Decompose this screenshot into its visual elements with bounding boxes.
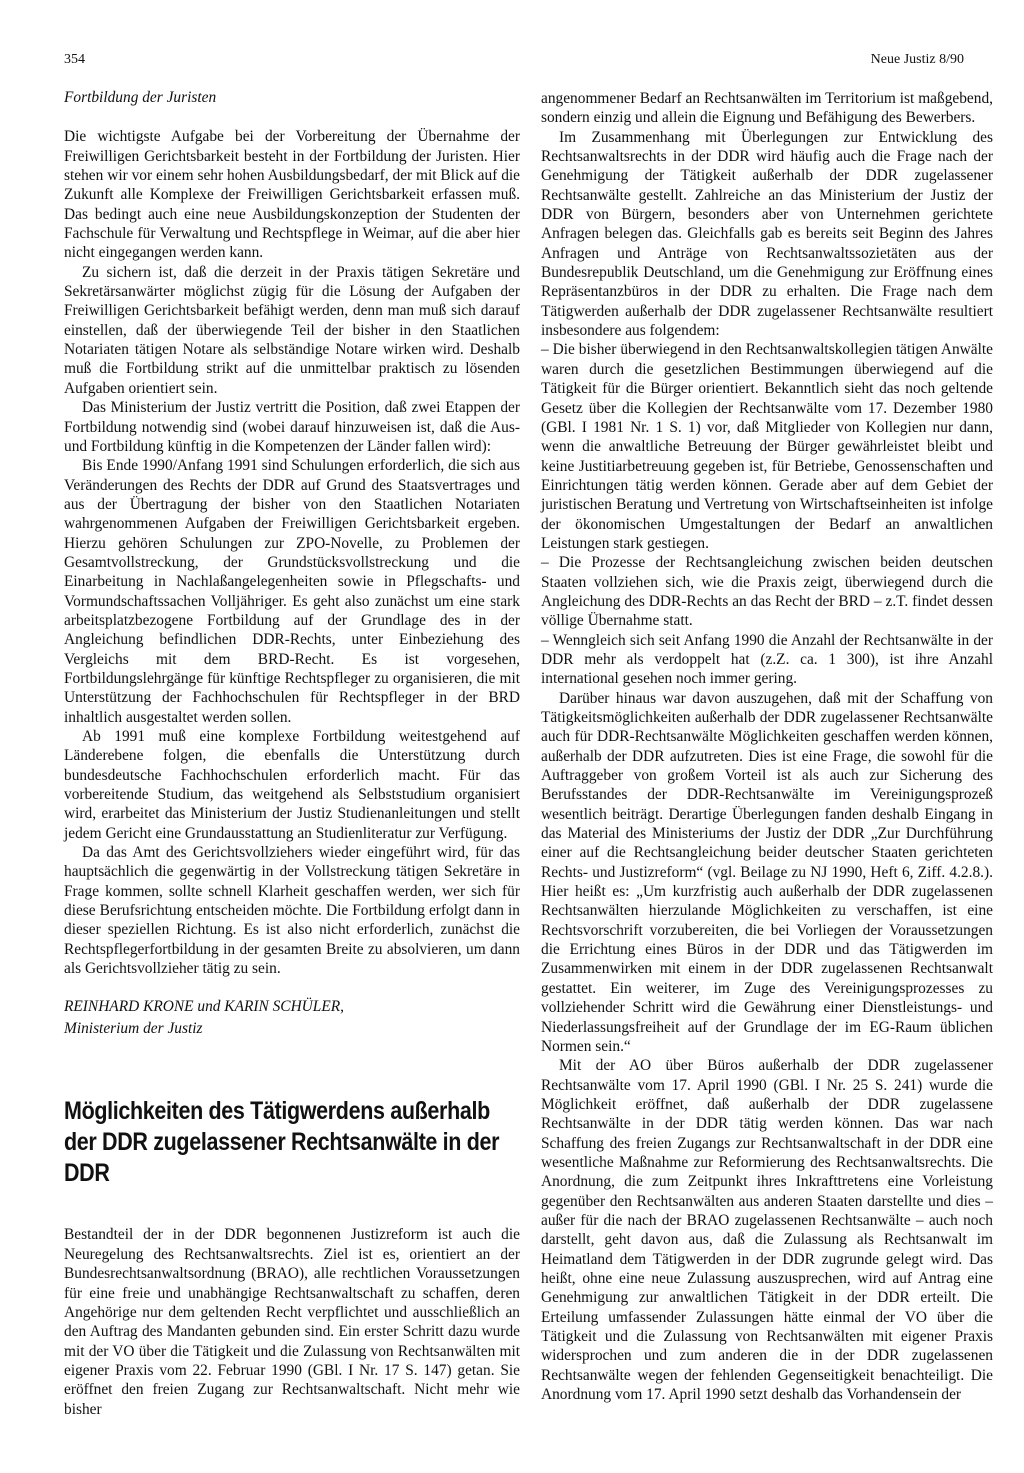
paragraph: Darüber hinaus war davon auszugehen, daß mit der Schaffung von Tätigkeitsmöglichkeiten außerhalb der DDR zugelassener Rechtsanwälte auch für DDR-Rechtsanwälte Möglichkeiten geschaffen werden können, außerhalb der DDR aufzutreten. Dies ist eine Frage, die sowohl für die Auftraggeber von großem Vorteil ist als auch zur Sicherung des Berufsstandes der DDR-Rechtsanwälte im Vereinigungsprozeß wesentlich beiträgt. Derartige Überlegungen fanden deshalb Eingang in das Material des Ministeriums der Justiz der DDR „Zur Durchführung einer auf die Rechtsangleichung beider deutscher Staaten gerichteten Rechts- und Justizreform“ (vgl. Beilage zu NJ 1990, Heft 6, Ziff. 4.2.8.). Hier heißt es: „Um kurzfristig auch außerhalb der DDR zugelassenen Rechtsanwälten hierzulande Möglichkeiten zu verschaffen, ist eine Rechtsvorschrift vorzubereiten, die bei Vorliegen der Voraussetzungen die Errichtung eines Büros in der DDR und das Tätigwerden im Zusammenwirken mit einem in der DDR zugelassenen Rechtsanwalt gestattet. Ein weiterer, im Zuge des Vereinigungsprozesses zu vollziehender Schritt wird die Gewährung einer Dienstleistungs- und Niederlassungsfreiheit auf der Grundlage der im EG-Raum üblichen Normen sein.“ [541,689,993,1055]
paragraph: – Die Prozesse der Rechtsangleichung zwischen beiden deutschen Staaten vollziehen sich, wie die Praxis zeigt, überwiegend durch die Angleichung des DDR-Rechts an das Recht der BRD – z.T. findet dessen völlige Übernahme statt. [541,554,993,630]
paragraph: Bestandteil der in der DDR begonnenen Justizreform ist auch die Neuregelung des Rechtsanwaltsrechts. Ziel ist es, orientiert an der Bundesrechtsanwaltsordnung (BRAO), alle rechtlichen Voraussetzungen für eine freie und unabhängige Rechtsanwaltschaft zu schaffen, deren Angehörige nur dem geltenden Recht verpflichtet und ausschließlich an den Auftrag des Mandanten gebunden sind. Ein erster Schritt dazu wurde mit der VO über die Tätigkeit und die Zulassung von Rechtsanwälten mit eigener Praxis vom 22. Februar 1990 (GBl. I Nr. 17 S. 147) getan. Sie eröffnet den freien Zugang zur Rechtsanwaltschaft. Nicht mehr wie bisher [64,1226,520,1418]
paragraph: Zu sichern ist, daß die derzeit in der Praxis tätigen Sekretäre und Sekretärsanwärter möglichst zügig für die Lösung der Aufgaben der Freiwilligen Gerichtsbarkeit befähigt werden, denn man muß sich darauf einstellen, daß der überwiegende Teil der bisher in den Staatlichen Notariaten tätigen Notare als selbständige Notare wirken wird. Deshalb muß die Fortbildung strikt auf die unmittelbar praktisch zu lösenden Aufgaben orientiert sein. [64,263,520,397]
author-block [64,996,520,1040]
paragraph: Mit der AO über Büros außerhalb der DDR zugelassener Rechtsanwälte vom 17. April 1990 (GBl. I Nr. 25 S. 241) wurde die Möglichkeit eröffnet, daß außerhalb der DDR zugelassene Rechtsanwälte in der DDR tätig werden können. Das war nach Schaffung des freien Zugangs zur Rechtsanwaltschaft in der DDR eine wesentliche Maßnahme zur Reformierung des Rechtsanwaltsrechts. Die Anordnung, die zum Zeitpunkt ihres Inkrafttretens eine Vorleistung gegenüber den Rechtsanwälten aus anderen Staaten darstellte und dies – außer für die nach der BRAO zugelassenen Rechtsanwälte – auch noch darstellt, geht davon aus, daß die Zulassung als Rechtsanwalt im Heimatland dem Tätigwerden in der DDR zugrunde gelegt wird. Das heißt, ohne eine neue Zulassung auszusprechen, wird auf Antrag eine Genehmigung zur anwaltlichen Tätigkeit in der DDR erteilt. Die Erteilung umfassender Zulassungen hätte einmal der VO über die Tätigkeit und die Zulassung von Rechtsanwälten mit eigener Praxis widersprochen und zum anderen die in der DDR zugelassenen Rechtsanwälte wegen der fehlenden Gegenseitigkeit benachteiligt. Die Anordnung vom 17. April 1990 setzt deshalb das Vorhandensein der [541,1057,993,1404]
paragraph: Ab 1991 muß eine komplexe Fortbildung weitestgehend auf Länderebene folgen, die ebenfalls die Unterstützung durch bundesdeutsche Fachhochschulen erforderlich macht. Für das vorbereitende Studium, das weitgehend als Selbststudium organisiert wird, erarbeitet das Ministerium der Justiz Studienanleitungen und stellt jedem Gericht eine Grundausstattung an Studienliteratur zur Verfügung. [64,728,520,842]
left-column [64,88,520,1419]
journal-issue: Neue Justiz 8/90 [870,52,964,67]
paragraph: Im Zusammenhang mit Überlegungen zur Entwicklung des Rechtsanwaltsrechts in der DDR wird häufig auch die Frage nach der Genehmigung der Tätigkeit außerhalb der DDR zugelassener Rechtsanwälte gestellt. Zahlreiche an das Ministerium der Justiz der DDR von Bürgern, besonders aber von Unternehmen gerichtete Anfragen belegen das. Gleichfalls gab es bereits seit Beginn des Jahres Anfragen und Anträge von Rechtsanwaltssozietäten aus der Bundesrepublik Deutschland, um die Genehmigung zur Eröffnung eines Repräsentanzbüros in der DDR zu erhalten. Die Frage nach dem Tätigwerden außerhalb der DDR zugelassener Rechtsanwälte resultiert insbesondere aus folgendem: [541,128,993,340]
paragraph: Die wichtigste Aufgabe bei der Vorbereitung der Übernahme der Freiwilligen Gerichtsbarkeit besteht in der Fortbildung der Juristen. Hier stehen wir vor einem sehr hohen Ausbildungsbedarf, der mit Blick auf die Zukunft alle Komplexe der Freiwilligen Gerichtsbarkeit erfassen muß. Das bedingt auch eine neue Ausbildungskonzeption der Studenten der Fachschule für Verwaltung und Rechtspflege in Weimar, auf die aber hier nicht eingegangen werden kann. [64,128,520,262]
paragraph: Da das Amt des Gerichtsvollziehers wieder eingeführt wird, für das hauptsächlich die gegenwärtig in der Vollstreckung tätigen Sekretäre in Frage kommen, sollte schnell Klarheit geschaffen werden, wer sich für diese Berufsrichtung entscheiden möchte. Die Fortbildung erfolgt dann in dieser speziellen Richtung. Es ist also nicht erforderlich, zunächst die Rechtspflegerfortbildung in der gesamten Breite zu absolvieren, um dann als Gerichtsvollzieher tätig zu sein. [64,844,520,978]
authors: REINHARD KRONE und KARIN SCHÜLER, [64,998,345,1016]
page-header [64,52,964,74]
page-number: 354 [64,52,85,67]
paragraph: angenommener Bedarf an Rechtsanwälten im Territorium ist maßgebend, sondern einzig und allein die Eignung und Befähigung des Bewerbers. [541,90,993,127]
paragraph: – Wenngleich sich seit Anfang 1990 die Anzahl der Rechtsanwälte in der DDR mehr als verdoppelt hat (z.Z. ca. 1 300), ist ihre Anzahl international gesehen noch immer gering. [541,631,993,688]
paragraph: Das Ministerium der Justiz vertritt die Position, daß zwei Etappen der Fortbildung notwendig sind (wobei darauf hinzuweisen ist, daß die Aus- und Fortbildung künftig in die Kompetenzen der Länder fallen wird): [64,399,520,455]
affiliation: Ministerium der Justiz [64,1020,203,1038]
paragraph: – Die bisher überwiegend in den Rechtsanwaltskollegien tätigen Anwälte waren durch die gesetzlichen Bestimmungen überwiegend auf die Tätigkeit für die Bürger orientiert. Bekanntlich sieht das noch geltende Gesetz über die Kollegien der Rechtsanwälte vom 17. Dezember 1980 (GBl. I 1981 Nr. 1 S. 1) vor, daß Mitglieder von Kollegien nur dann, wenn die anwaltliche Betreuung der Bürger gewährleistet bleibt und keine Justitiarbetreuung gegeben ist, für Betriebe, Genossenschaften und Einrichtungen tätig werden können. Gerade aber auf dem Gebiet der juristischen Beratung und Vertretung von Wirtschaftseinheiten ist infolge der ökonomischen Umgestaltungen der Bedarf an anwaltlichen Leistungen stark gestiegen. [541,341,993,552]
article-title: Möglichkeiten des Tätigwerdens außerhalb der DDR zugelassener Rechtsanwälte in der DDR [64,1097,500,1188]
section-heading: Fortbildung der Juristen [64,89,217,106]
right-column [541,89,993,1404]
paragraph: Bis Ende 1990/Anfang 1991 sind Schulungen erforderlich, die sich aus Veränderungen des Rechts der DDR auf Grund des Staatsvertrages und aus der Übertragung der bisher von den Staatlichen Notariaten wahrgenommenen Aufgaben der Freiwilligen Gerichtsbarkeit ergeben. Hierzu gehören Schulungen zur ZPO-Novelle, zu Problemen der Gesamtvollstreckung, der Grundstücksvollstreckung und die Einarbeitung in Nachlaßangelegenheiten sowie in Pflegschafts- und Vormundschaftssachen Volljähriger. Es geht also zunächst um eine stark arbeitsplatzbezogene Fortbildung auf der Grundlage des in der Angleichung befindlichen DDR-Rechts, unter Einbeziehung des Vergleichs mit dem BRD-Recht. Es ist vorgesehen, Fortbildungslehrgänge für künftige Rechtspfleger zu organisieren, die mit Unterstützung der Fachhochschulen für Rechtspfleger in der BRD inhaltlich ausgestaltet werden sollen. [64,457,520,726]
